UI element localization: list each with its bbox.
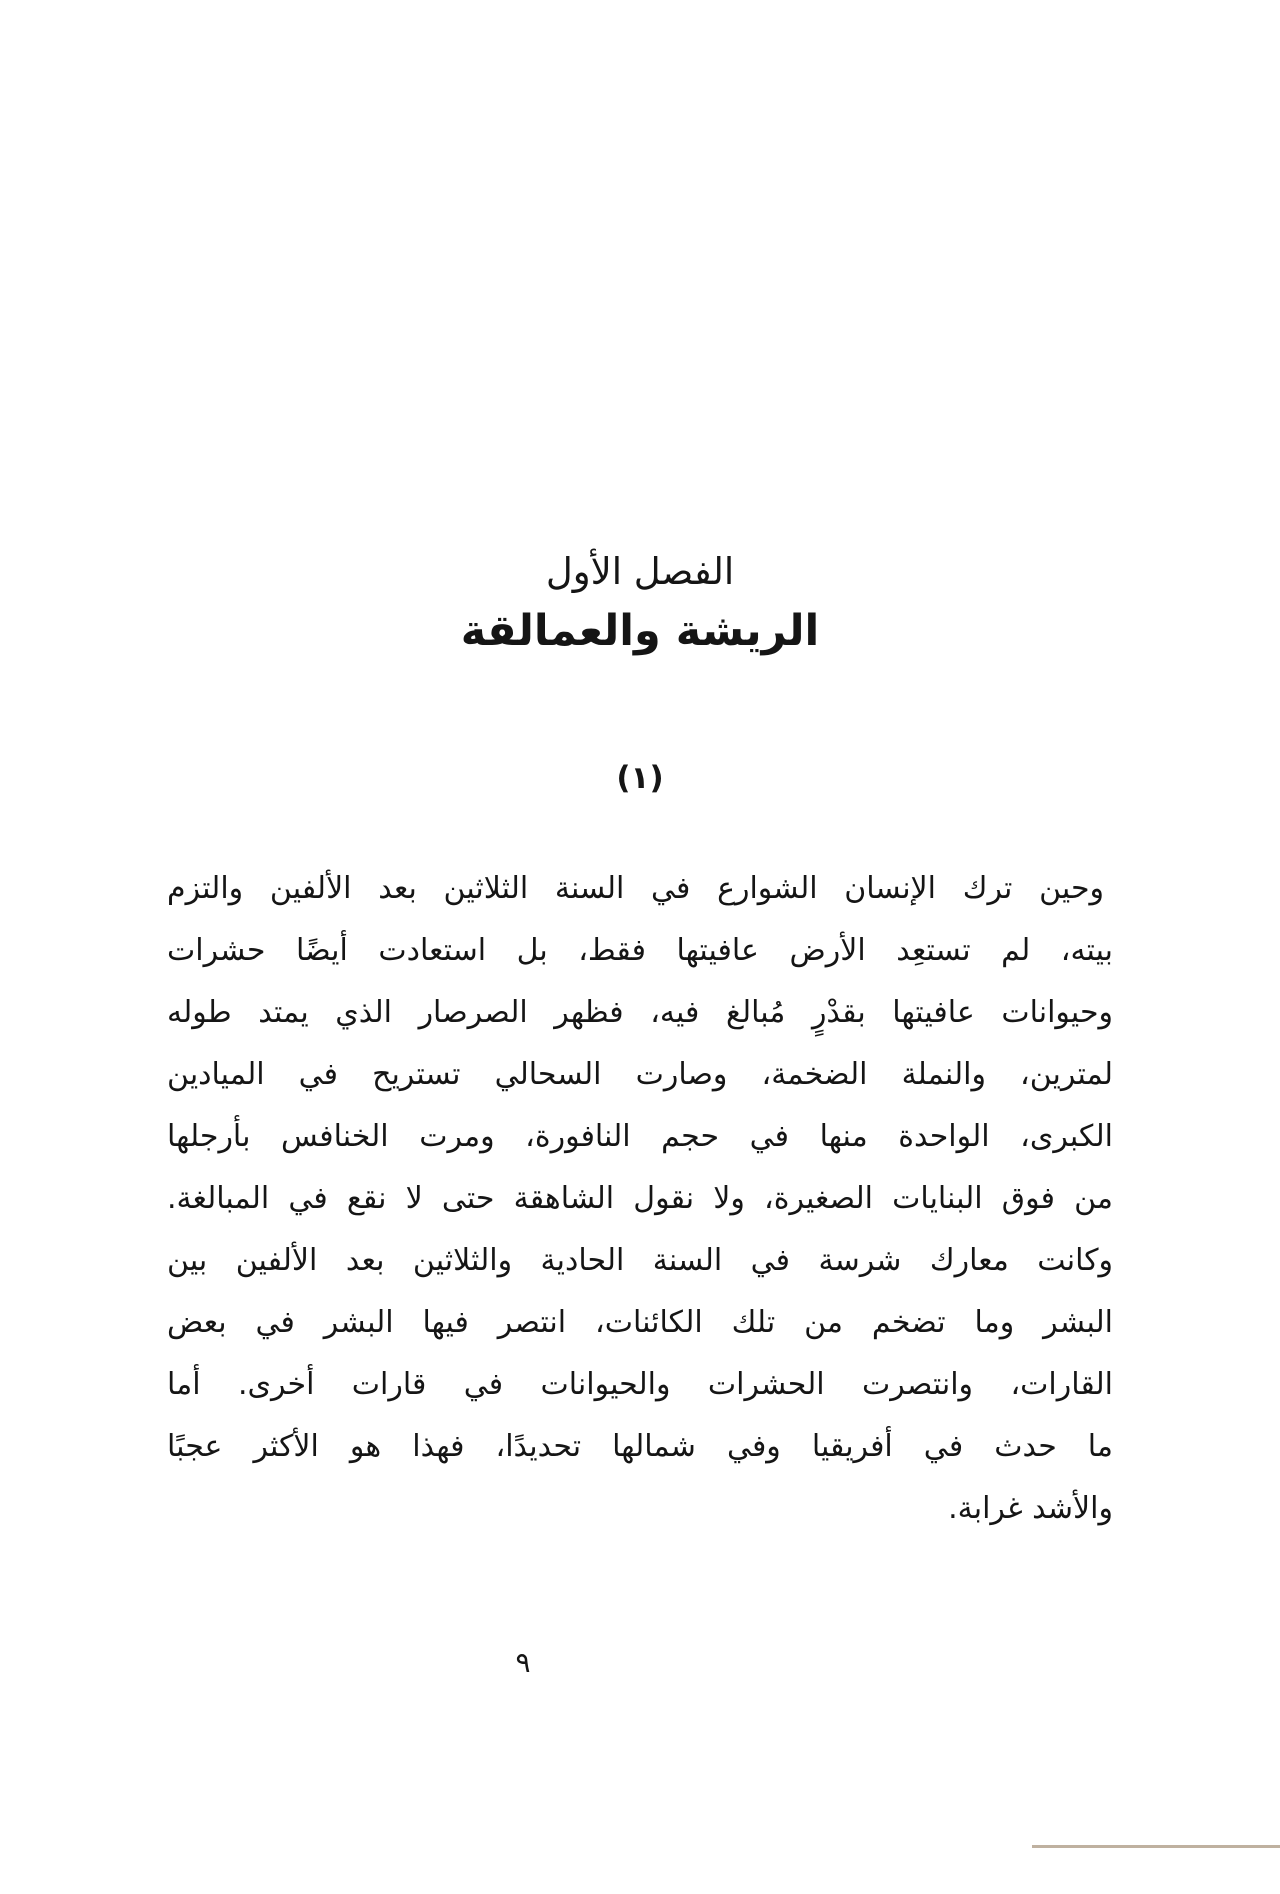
chapter-subtitle: الريشة والعمالقة (460, 606, 820, 656)
page-edge-line (1032, 1845, 1280, 1848)
body-line: القارات، وانتصرت الحشرات والحيوانات في قارات أخرى. أما (167, 1367, 1113, 1402)
body-line: وحين ترك الإنسان الشوارع في السنة الثلاثين بعد الألفين والتزم (167, 871, 1104, 906)
body-line: والأشد غرابة. (948, 1491, 1113, 1526)
chapter-title: الفصل الأول (545, 550, 735, 593)
body-line: من فوق البنايات الصغيرة، ولا نقول الشاهقة حتى لا نقع في المبالغة. (167, 1181, 1113, 1216)
body-line: وحيوانات عافيتها بقدْرٍ مُبالغ فيه، فظهر الصرصار الذي يمتد طوله (167, 995, 1113, 1030)
body-line: لمترين، والنملة الضخمة، وصارت السحالي تستريح في الميادين (167, 1057, 1113, 1092)
body-line: بيته، لم تستعِد الأرض عافيتها فقط، بل استعادت أيضًا حشرات (167, 933, 1113, 968)
section-number: (١) (616, 760, 664, 796)
body-line: ما حدث في أفريقيا وفي شمالها تحديدًا، فهذا هو الأكثر عجبًا (167, 1429, 1113, 1464)
body-line: الكبرى، الواحدة منها في حجم النافورة، ومرت الخنافس بأرجلها (167, 1119, 1113, 1154)
page-number: ٩ (515, 1646, 531, 1679)
body-line: وكانت معارك شرسة في السنة الحادية والثلاثين بعد الألفين بين (167, 1243, 1113, 1278)
body-line: البشر وما تضخم من تلك الكائنات، انتصر فيها البشر في بعض (167, 1305, 1113, 1340)
chapter-body (167, 858, 1113, 1540)
